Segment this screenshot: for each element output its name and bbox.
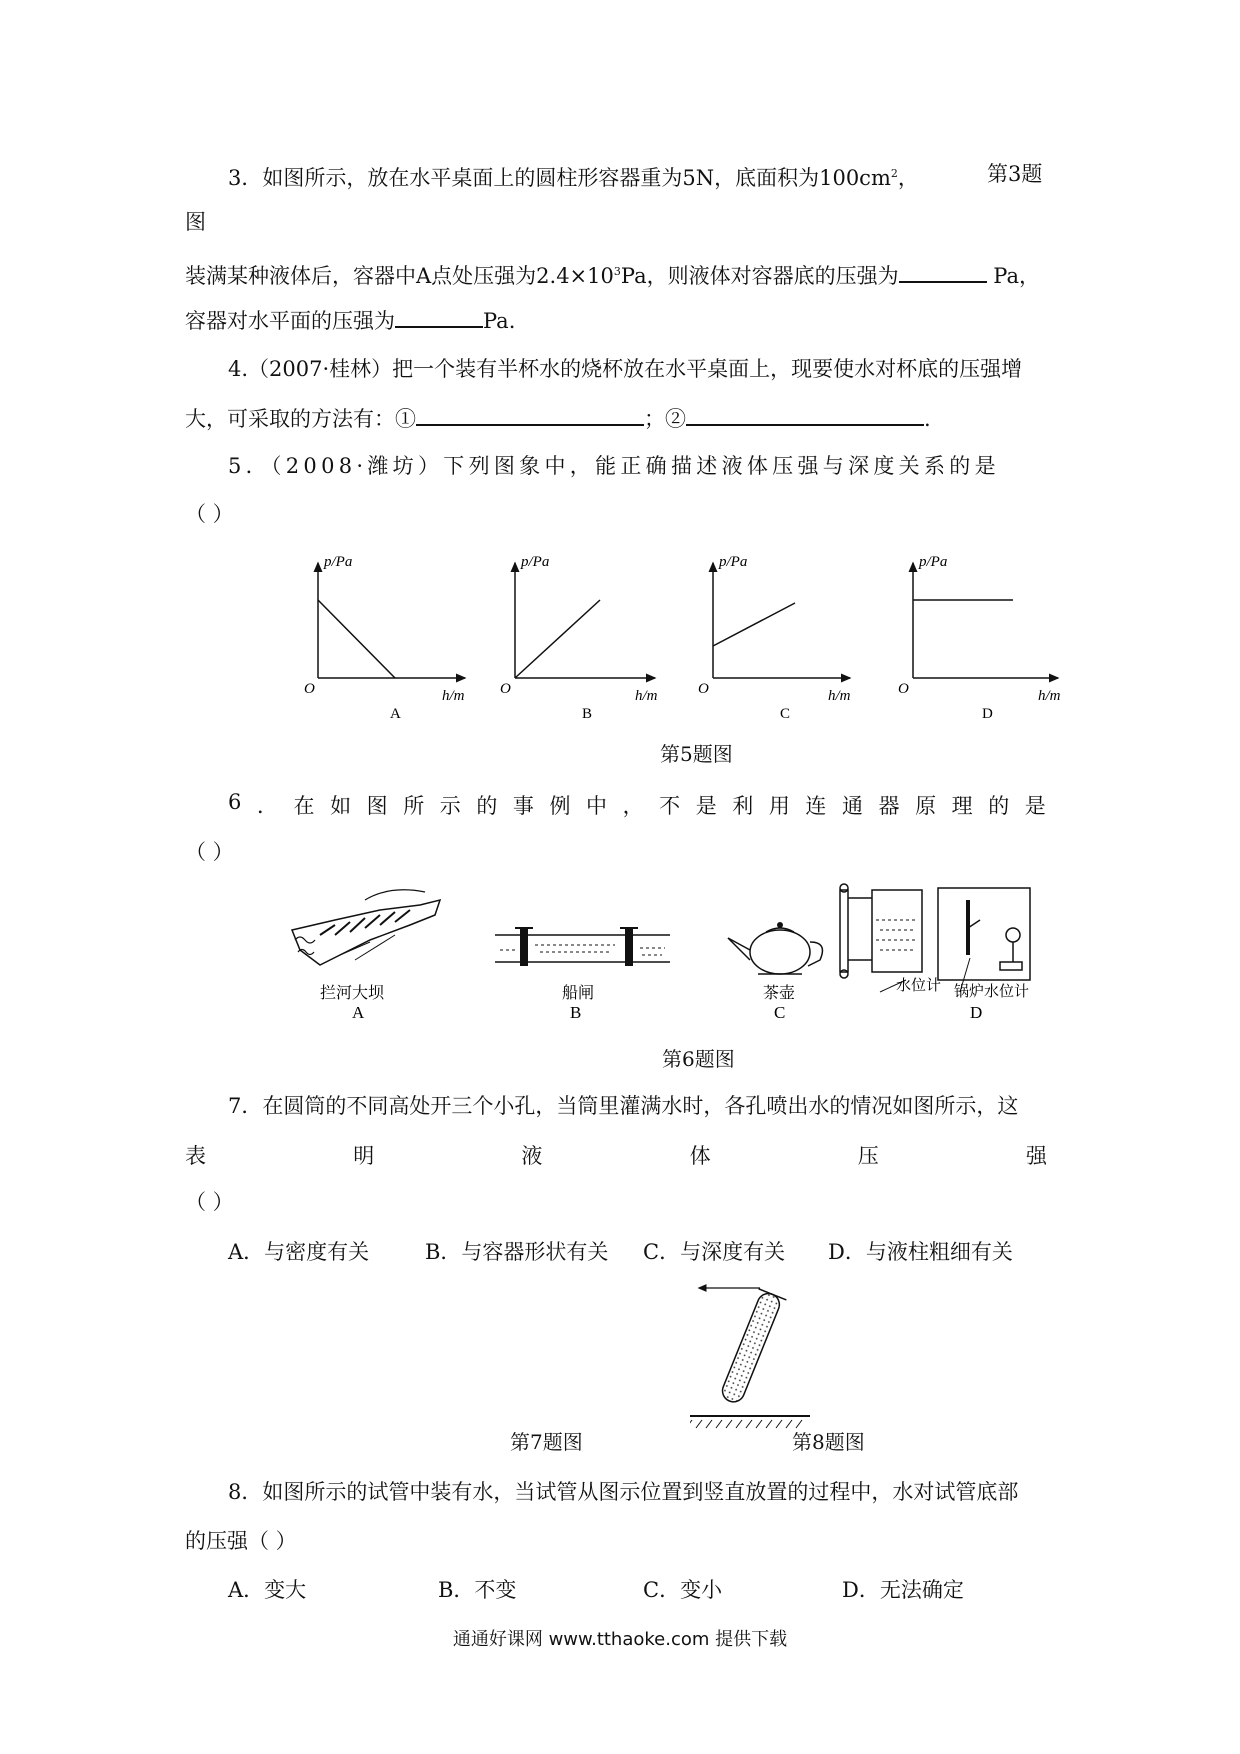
q6-item-c-label: C: [774, 1003, 786, 1022]
q5-graph-b-xlabel: h/m: [635, 688, 658, 704]
q8-option-c[interactable]: C．变小: [643, 1578, 723, 1602]
q6-char: 的: [988, 794, 1010, 818]
q3-line3-end: Pa，: [986, 264, 1040, 288]
q4-line2: [185, 404, 931, 433]
q6-char: 器: [878, 794, 900, 818]
q5-graph-d-label: D: [982, 706, 993, 722]
q6-char: 通: [841, 794, 863, 818]
q6-caption: 第6题图: [662, 1047, 735, 1071]
q4-line1: 4.（2007·桂林）把一个装有半杯水的烧杯放在水平桌面上，现要使水对杯底的压强增: [228, 357, 1023, 381]
q7-caption: 第7题图: [510, 1430, 583, 1454]
q6-char: 中: [586, 794, 607, 818]
q5-graph-a: [304, 554, 465, 722]
q7-char: 明: [353, 1144, 375, 1168]
q5-graph-d-ylabel: p/Pa: [919, 554, 948, 570]
q7-char: 压: [857, 1144, 879, 1168]
teapot-illustration: [728, 922, 822, 1022]
q8-option-b[interactable]: B．不变: [438, 1578, 517, 1602]
q8-line2: 的压强（ ）: [185, 1529, 297, 1553]
q5-graph-a-xlabel: h/m: [442, 688, 465, 704]
q7-option-d[interactable]: D．与液柱粗细有关: [828, 1240, 1013, 1264]
q3-answer-blank-2[interactable]: [395, 306, 483, 328]
q3-line4-end: Pa.: [483, 309, 516, 333]
q3-pressure-exponent: 3: [613, 265, 621, 278]
q5-graph-b-origin: O: [500, 681, 511, 697]
q3-answer-blank-1[interactable]: [899, 261, 987, 283]
q7-q8-figures: [690, 1280, 1090, 1440]
q6-char: 例: [549, 794, 571, 818]
q3-line1: [228, 160, 919, 192]
q8-caption: 第8题图: [792, 1430, 865, 1454]
q3-line3-text: 装满某种液体后，容器中A点处压强为2.4×10: [185, 264, 614, 288]
q6-item-c-name: 茶壶: [763, 983, 796, 1002]
q3-line3: [185, 258, 1040, 290]
q6-char: 在: [293, 794, 315, 818]
test-tube-illustration: [690, 1288, 810, 1428]
q3-line3-mid: Pa，则液体对容器底的压强为: [620, 264, 899, 288]
q7-line1: 7．在圆筒的不同高处开三个小孔，当筒里灌满水时，各孔喷出水的情况如图所示，这: [228, 1094, 1019, 1118]
q7-char: 体: [689, 1144, 711, 1168]
q6-char: 6: [228, 790, 242, 814]
q4-line2-sep: ；②: [644, 407, 686, 431]
q5-graph-b-ylabel: p/Pa: [521, 554, 550, 570]
q5-graph-c-label: C: [780, 706, 791, 722]
q4-line2-end: .: [924, 407, 931, 431]
q8-option-d[interactable]: D．无法确定: [842, 1578, 964, 1602]
q6-char: 用: [768, 794, 790, 818]
q6-char: 原: [915, 794, 937, 818]
q4-line2-text: 大，可采取的方法有：①: [185, 407, 416, 431]
q6-char: 利: [732, 794, 754, 818]
q7-char: 液: [521, 1144, 543, 1168]
q6-char: ．: [256, 794, 278, 818]
q7-char: 强: [1025, 1144, 1047, 1168]
q5-line1: 5．（2008·潍坊）下列图象中，能正确描述液体压强与深度关系的是: [228, 454, 1000, 478]
q6-char: 所: [403, 794, 425, 818]
q6-char: 是: [1024, 794, 1046, 818]
q6-char: 连: [805, 794, 827, 818]
q5-graph-b: [500, 554, 658, 722]
dam-illustration: [292, 890, 440, 1022]
q6-item-d-sub: 水位计: [896, 976, 942, 994]
q5-graph-c-ylabel: p/Pa: [719, 554, 748, 570]
q6-item-d-name: 锅炉水位计: [954, 982, 1030, 1000]
q3-line4: [185, 306, 515, 335]
q7-option-b[interactable]: B．与容器形状有关: [425, 1240, 609, 1264]
q6-item-b-name: 船闸: [562, 983, 595, 1002]
q4-answer-blank-1[interactable]: [416, 404, 644, 426]
q8-option-a[interactable]: A．变大: [228, 1578, 307, 1602]
q8-line1: 8．如图所示的试管中装有水，当试管从图示位置到竖直放置的过程中，水对试管底部: [228, 1480, 1019, 1504]
q6-figures: [280, 880, 1060, 1025]
q7-option-c[interactable]: C．与深度有关: [643, 1240, 786, 1264]
page-footer: 通通好课网 www.tthaoke.com 提供下载: [452, 1629, 788, 1650]
q6-char: 是: [695, 794, 717, 818]
q7-option-a[interactable]: A．与密度有关: [228, 1240, 370, 1264]
q3-line1-text: 3．如图所示，放在水平桌面上的圆柱形容器重为5N，底面积为100cm: [228, 166, 891, 190]
q5-graph-c-origin: O: [698, 681, 709, 697]
q6-item-d-label: D: [970, 1003, 983, 1022]
q6-line2: （ ）: [185, 840, 234, 864]
q5-graph-a-ylabel: p/Pa: [324, 554, 353, 570]
q3-figure-ref: 第3题: [987, 162, 1043, 186]
boiler-gauge-illustration: [840, 884, 1030, 1022]
q6-char: 示: [439, 794, 461, 818]
q3-line4-text: 容器对水平面的压强为: [185, 309, 395, 333]
q5-graph-a-line: [318, 600, 395, 678]
q5-graphs-figure: [290, 548, 1080, 723]
q6-item-a-label: A: [352, 1003, 365, 1022]
q5-graph-a-label: A: [390, 706, 401, 722]
q4-answer-blank-2[interactable]: [686, 404, 924, 426]
q5-graph-a-origin: O: [304, 681, 315, 697]
q5-graph-b-label: B: [582, 706, 593, 722]
q6-char: 如: [330, 794, 352, 818]
q5-graph-c: [698, 554, 851, 722]
q6-char: 图: [366, 794, 388, 818]
q3-line2: 图: [185, 210, 206, 234]
q5-graph-d-origin: O: [898, 681, 909, 697]
q6-char: 不: [659, 794, 681, 818]
q5-graph-c-xlabel: h/m: [828, 688, 851, 704]
ship-lock-illustration: [495, 928, 670, 1022]
q6-char: 的: [476, 794, 498, 818]
q7-line3: （ ）: [185, 1190, 234, 1214]
q5-graph-d: [898, 554, 1061, 722]
q6-item-b-label: B: [570, 1003, 582, 1022]
q3-line1-tail: ，: [897, 166, 919, 190]
q6-line1: [228, 790, 1046, 820]
q5-graph-d-xlabel: h/m: [1038, 688, 1061, 704]
q6-char: ，: [622, 794, 644, 818]
q7-char: 表: [185, 1144, 206, 1168]
q6-char: 事: [512, 794, 534, 818]
q7-line2: [185, 1140, 1047, 1170]
q5-graph-c-line: [713, 603, 795, 646]
q5-caption: 第5题图: [660, 742, 733, 766]
q6-char: 理: [951, 794, 973, 818]
q6-item-a-name: 拦河大坝: [320, 983, 385, 1002]
q3-unit-exponent: 2: [890, 167, 898, 180]
q5-graph-b-line: [515, 600, 600, 678]
q5-line2: （ ）: [185, 502, 234, 526]
